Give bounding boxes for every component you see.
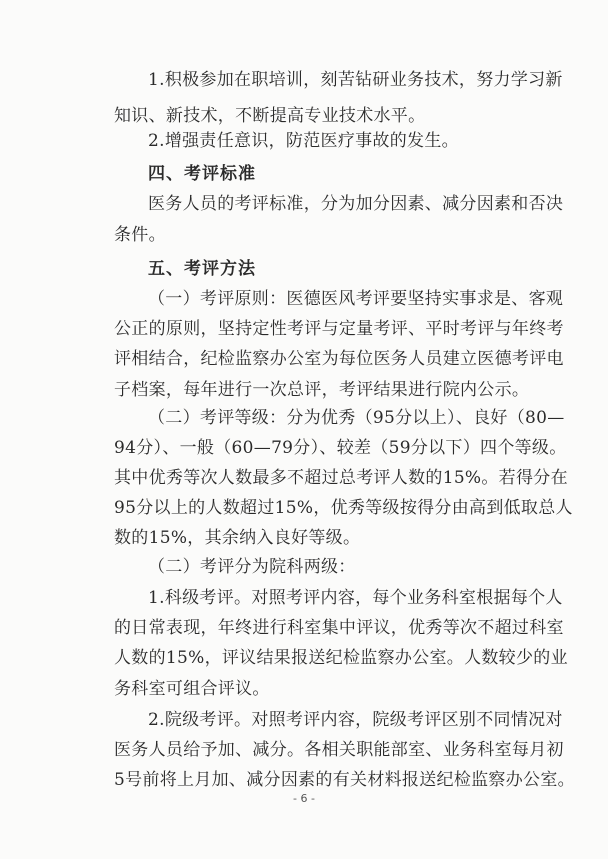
paragraph-line: 1.科级考评。对照考评内容，每个业务科室根据每个人	[148, 588, 563, 608]
paragraph-line: 条件。	[114, 225, 166, 245]
paragraph-line: 人数的15%，评议结果报送纪检监察办公室。人数较少的业	[114, 648, 568, 668]
paragraph-line: 医务人员给予加、减分。各相关职能部室、业务科室每月初	[114, 740, 564, 760]
paragraph-line: 医务人员的考评标准，分为加分因素、减分因素和否决	[148, 194, 564, 214]
section-heading-5: 五、考评方法	[148, 259, 256, 279]
paragraph-line: 子档案，每年进行一次总评，考评结果进行院内公示。	[114, 380, 530, 400]
paragraph-line: 公正的原则，坚持定性考评与定量考评、平时考评与年终考	[114, 319, 564, 339]
paragraph-line: 的日常表现，年终进行科室集中评议，优秀等次不超过科室	[114, 618, 564, 638]
paragraph-line: （一）考评原则：医德医风考评要坚持实事求是、客观	[148, 289, 564, 309]
paragraph-line: 2.院级考评。对照考评内容，院级考评区别不同情况对	[148, 710, 563, 730]
paragraph-line: 5号前将上月加、减分因素的有关材料报送纪检监察办公室。	[114, 770, 575, 790]
paragraph-line: 知识、新技术，不断提高专业技术水平。	[114, 106, 426, 126]
paragraph-line: 94分）、一般（60—79分）、较差（59分以下）四个等级。	[114, 438, 567, 458]
paragraph-line: 数的15%，其余纳入良好等级。	[114, 528, 361, 548]
paragraph-line: （二）考评分为院科两级：	[148, 557, 356, 577]
paragraph-line: 其中优秀等次人数最多不超过总考评人数的15%。若得分在	[114, 468, 568, 488]
paragraph-line: （二）考评等级：分为优秀（95分以上）、良好（80—	[148, 408, 565, 428]
paragraph-line: 评相结合，纪检监察办公室为每位医务人员建立医德考评电	[114, 349, 564, 369]
paragraph-line: 务科室可组合评议。	[114, 679, 270, 699]
page-number: - 6 -	[293, 792, 315, 805]
paragraph-line: 1.积极参加在职培训，刻苦钻研业务技术，努力学习新	[148, 70, 563, 90]
paragraph-line: 2.增强责任意识，防范医疗事故的发生。	[148, 131, 459, 151]
paragraph-line: 95分以上的人数超过15%，优秀等级按得分由高到低取总人	[114, 498, 573, 518]
section-heading-4: 四、考评标准	[148, 164, 256, 184]
